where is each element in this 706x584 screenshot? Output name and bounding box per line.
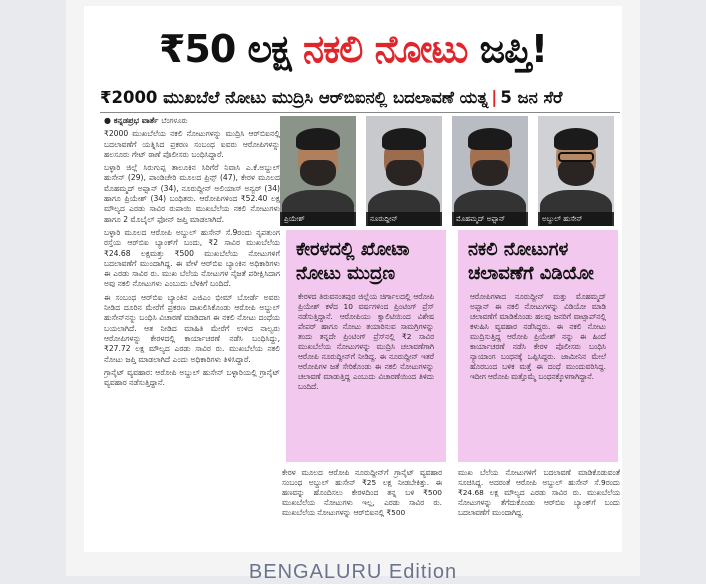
divider <box>100 112 620 113</box>
photo-caption: ನೂರುದ್ದೀನ್ <box>366 212 442 226</box>
edition-label: BENGALURU Edition <box>248 561 458 583</box>
byline-source: ಕನ್ನಡಪ್ರಭ ವಾರ್ತೆ <box>113 116 159 125</box>
photo-hair <box>296 128 340 150</box>
photo-caption: ಅಬ್ದುಲ್ ಹುಸೇನ್ <box>538 212 614 226</box>
accused-photos <box>280 116 620 228</box>
sidebar-box-video <box>458 230 618 462</box>
box-body: ಕೇರಳದ ತಿರುವನಂತಪುರ ಜಿಲ್ಲೆಯ ಚಿರ್ಗಾಲದಲ್ಲಿ ಆರೋಪಿ ಪ್ರಿಯೇಶ್ ಕಳೆದ 10 ವರ್ಷಗಳಿಂದ ಪ್ರಿಂಟಿಂಗ್ ಪ್ರೆಸ್ ನಡೆಸುತ್ತಿದ್ದಾನೆ. ಆರೋಪಿಯು ಕ್ವಾಲಿಟಿಯಿಂದ ವಿಶೇಷ ಪೇಪರ್ ಹಾಗೂ ನೋಟು ತಯಾರಿಸುವ ಸಾಮಗ್ರಿಗಳನ್ನು ತಂದು ತನ್ನದೇ ಪ್ರಿಂಟಿಂಗ್ ಪ್ರೆಸ್‌ನಲ್ಲಿ ₹2 ಸಾವಿರ ಮುಖಬೆಲೆಯ ನೋಟುಗಳನ್ನು ಮುದ್ರಿಸಿ ಚಲಾವಣೆಗಾಗಿ ಆರೋಪಿ ನೂರುದ್ದೀನ್‌ಗೆ ನೀಡಿದ್ದ. ಈ ನೂರುದ್ದೀನ್ ಇತರೆ ಆರೋಪಿಗಳ ಜತೆ ಸೇರಿಕೊಂಡು ಈ ನಕಲಿ ನೋಟುಗಳನ್ನು ಚಲಾವಣೆ ಮಾಡುತ್ತಿದ್ದ ಎಂಬುದು ವಿಚಾರಣೆಯಿಂದ ತಿಳಿದು ಬಂದಿದೆ. <box>298 292 434 391</box>
accused-photo <box>280 116 356 226</box>
paragraph: ಬಳ್ಳಾರಿ ಮೂಲದ ಆರೋಪಿ ಅಬ್ದುಲ್ ಹುಸೇನ್ ಸೆ.9ರಂದು ನೃಪತುಂಗ ರಸ್ತೆಯ ಆರ್‌ಬಿಐ ಬ್ಯಾಂಕ್‌ಗೆ ಬಂದು, ₹2 ಸಾವಿರ ಮುಖಬೆಲೆಯ ₹24.68 ಲಕ್ಷಮತ್ತು ₹500 ಮುಖಬೆಲೆಯ ನೋಟುಗಳಿಗೆ ಬದಲಾವಣೆಗೆ ಮುಂದಾಗಿದ್ದ. ಈ ವೇಳೆ ಆರ್‌ಬಿಐ ಬ್ಯಾಂಕಿನ ಅಧಿಕಾರಿಗಳು ಈ ಎರಡು ಸಾವಿರ ರು. ಮುಖ ಬೆಲೆಯ ನೋಟುಗಳ ನೈಜತೆ ಪರೀಕ್ಷಿಸಿದಾಗ ಅವು ನಕಲಿ ನೋಟುಗಳು ಎಂಬುದು ಬೆಳಕಿಗೆ ಬಂದಿದೆ. <box>104 227 280 289</box>
photo-hair <box>382 128 426 150</box>
box-title: ಕೇರಳದಲ್ಲಿ ಖೋಟಾ ನೋಟು ಮುದ್ರಣ <box>296 239 410 284</box>
photo-hair <box>468 128 512 150</box>
byline: ● ಕನ್ನಡಪ್ರಭ ವಾರ್ತೆ ಬೆಂಗಳೂರು <box>104 116 188 125</box>
photo-hair <box>554 128 598 150</box>
paragraph: ಈ ಸಂಬಂಧ ಆರ್‌ಬಿಐ ಬ್ಯಾಂಕಿನ ಎಜಿಎಂ ಭೀಮ್ ಬೋರ್ಡೆ ಅವರು ನೀಡಿದ ದೂರಿನ ಮೇರೆಗೆ ಪ್ರಕರಣ ದಾಖಲಿಸಿಕೊಂಡು ಆರೋಪಿ ಅಬ್ದುಲ್ ಹುಸೇನ್‌ನನ್ನು ಬಂಧಿಸಿ ವಿಚಾರಣೆ ಮಾಡಿದಾಗ ಈ ನಕಲಿ ನೋಟು ದಂಧೆಯ ಬಯಲಾಗಿದೆ. ಆತ ನೀಡಿದ ಮಾಹಿತಿ ಮೇರೆಗೆ ಉಳಿದ ನಾಲ್ವರು ಆರೋಪಿಗಳನ್ನು ಕೇರಳದಲ್ಲಿ ಕಾರ್ಯಾಚರಣೆ ನಡೆಸಿ ಬಂಧಿಸಿದ್ದು, ₹27.72 ಲಕ್ಷ ಮೌಲ್ಯದ ಎರಡು ಸಾವಿರ ರು. ಮುಖಬೆಲೆಯ ನಕಲಿ ನೋಟು ಜಪ್ತಿ ಮಾಡಲಾಗಿದೆ ಎಂದು ಅಧಿಕಾರಿಗಳು ತಿಳಿಸಿದ್ದಾರೆ. <box>104 292 280 364</box>
headline-fake-notes: ನಕಲಿ ನೋಟು <box>290 27 468 71</box>
sidebar-box-printing <box>286 230 446 462</box>
paragraph: ₹2000 ಮುಖಬೆಲೆಯ ನಕಲಿ ನೋಟುಗಳನ್ನು ಮುದ್ರಿಸಿ ಆರ್‌ಬಿಐನಲ್ಲಿ ಬದಲಾವಣೆಗೆ ಯತ್ನಿಸಿದ ಪ್ರಕರಣ ಸಂಬಂಧ ಐವರು ಆರೋಪಿಗಳನ್ನು ಹಲಸೂರು ಗೇಟ್ ಠಾಣೆ ಪೊಲೀಸರು ಬಂಧಿಸಿದ್ದಾರೆ. <box>104 129 280 159</box>
subheadline <box>100 86 620 110</box>
paragraph: ಗ್ರಾನೈಟ್ ವ್ಯವಹಾರ: ಆರೋಪಿ ಅಬ್ದುಲ್ ಹುಸೇನ್ ಬಳ್ಳಾರಿಯಲ್ಲಿ ಗ್ರಾನೈಟ್ ವ್ಯವಹಾರ ನಡೆಸುತ್ತಿದ್ದಾನೆ. <box>104 367 280 388</box>
box-body: ಆರೋಪಿಗಳಾದ ನೂರುದ್ದೀನ್ ಮತ್ತು ಮೊಹಮ್ಮದ್ ಅಫ್ಸಾನ್ ಈ ನಕಲಿ ನೋಟುಗಳನ್ನು ವಿಡಿಯೋ ಮಾಡಿ ಚಲಾವಣೆಗೆ ಮಾಡಿಕೊಂಡು ಹಲವು ಜನರಿಗೆ ವಾಟ್ಸಾಪ್‌ನಲ್ಲಿ ಕಳುಹಿಸಿ ವ್ಯವಹಾರ ನಡೆಸಿದ್ದರು. ಈ ನಕಲಿ ನೋಟು ಮುದ್ರಿಸುತ್ತಿದ್ದ ಆರೋಪಿ ಪ್ರಿಯೇಶ್ ನನ್ನು ಈ ಹಿಂದೆ ಕಾರ್ಯಾಚರಣೆ ನಡೆಸಿ ಕೇರಳ ಪೊಲೀಸರು ಬಂಧಿಸಿ ನ್ಯಾಯಾಂಗ ಬಂಧನಕ್ಕೆ ಒಪ್ಪಿಸಿದ್ದರು. ಜಾಮೀನಿನ ಮೇಲೆ ಹೊರಬಂದ ಬಳಿಕ ಮತ್ತೆ ಈ ದಂಧೆ ಮುಂದುವರಿಸಿದ್ದ. ಇದೀಗ ಆರೋಪಿ ಮತ್ತೊಮ್ಮೆ ಬಂಧನಕ್ಕೊಳಗಾಗಿದ್ದಾನೆ. <box>470 292 606 381</box>
photo-beard <box>472 160 508 186</box>
photo-beard <box>558 160 594 186</box>
article-bottom-left: ಕೇರಳ ಮೂಲದ ಆರೋಪಿ ನೂರುದ್ದೀನ್‌ಗೆ ಗ್ರಾನೈಟ್ ವ್ಯವಹಾರ ಸಂಬಂಧ ಅಬ್ದುಲ್ ಹುಸೇನ್ ₹25 ಲಕ್ಷ ನೀಡಬೇಕಿತ್ತು. ಈ ಹಣವನ್ನು ಹೊಂದಿಸಲು ಕೇರಳದಿಂದ ತನ್ನ ಬಳಿ ₹500 ಮುಖಬೆಲೆಯ ನೋಟುಗಳು ಇಲ್ಲ, ಎರಡು ಸಾವಿರ ರು. ಮುಖಬೆಲೆಯ ನೋಟುಗಳನ್ನು ಆರ್‌ಬಿಐನಲ್ಲಿ ₹500 <box>282 468 442 517</box>
accused-photo <box>538 116 614 226</box>
paragraph: ಬಳ್ಳಾರಿ ಜಿಲ್ಲೆ ಸಿರುಗುಪ್ಪ ತಾಲೂಕಿನ ಸಿರಿಗೆರೆ ನಿವಾಸಿ ಎ.ಕೆ.ಅಬ್ದುಲ್ ಹುಸೇನ್ (29), ಪಾಂಡಿಚೇರಿ ಮೂಲದ ಪ್ರಿನ್ಸ್ (47), ಕೇರಳ ಮೂಲದ ಮೊಹಮ್ಮದ್ ಅಫ್ಸಾನ್ (34), ನೂರುದ್ದೀನ್ ಅಲಿಯಾಸ್ ಅನ್ವರ್ (34) ಹಾಗೂ ಪ್ರಿಯೇಶ್ (34) ಬಂಧಿತರು. ಆರೋಪಿಗಳಿಂದ ₹52.40 ಲಕ್ಷ ಮೌಲ್ಯದ ಎರಡು ಸಾವಿರ ರುಪಾಯಿ ಮುಖಬೆಲೆಯ ನಕಲಿ ನೋಟುಗಳು ಹಾಗೂ 2 ಮೊಬೈಲ್ ಫೋನ್ ಜಪ್ತಿ ಮಾಡಲಾಗಿದೆ. <box>104 163 280 224</box>
photo-beard <box>300 160 336 186</box>
newspaper-clipping <box>84 6 622 552</box>
headline-seized: ಜಪ್ತಿ! <box>467 27 548 71</box>
byline-location: ಬೆಂಗಳೂರು <box>161 117 188 125</box>
photo-beard <box>386 160 422 186</box>
accused-photo <box>366 116 442 226</box>
headline <box>84 16 622 82</box>
headline-amount: ₹50 ಲಕ್ಷ <box>158 27 291 71</box>
article-bottom-right: ಮುಖ ಬೆಲೆಯ ನೋಟುಗಳಿಗೆ ಬದಲಾವಣೆ ಮಾಡಿಕೊಡುವಂತೆ ಸೂಚಿಸಿದ್ದ. ಅದರಂತೆ ಆರೋಪಿ ಅಬ್ದುಲ್ ಹುಸೇನ್ ಸೆ.9ರಂದು ₹24.68 ಲಕ್ಷ ಮೌಲ್ಯದ ಎರಡು ಸಾವಿರ ರು. ಮುಖಬೆಲೆಯ ನೋಟುಗಳನ್ನು ತೆಗೆದುಕೊಂಡು ಆರ್‌ಬಿಐ ಬ್ಯಾಂಕ್‌ಗೆ ಬಂದು ಬದಲಾವಣೆಗೆ ಮುಂದಾಗಿದ್ದ. <box>458 468 620 517</box>
subheadline-text: ₹2000 ಮುಖಬೆಲೆ ನೋಟು ಮುದ್ರಿಸಿ ಆರ್‌ಬಿಐನಲ್ಲಿ ಬದಲಾವಣೆ ಯತ್ನ <box>100 88 489 107</box>
accused-photo <box>452 116 528 226</box>
photo-caption: ಮೊಹಮ್ಮದ್ ಅಫ್ಸಾನ್ <box>452 212 528 226</box>
subheadline-separator: | <box>491 88 498 107</box>
subheadline-tail: 5 ಜನ ಸೆರೆ <box>500 88 563 107</box>
glasses-icon <box>558 152 594 162</box>
photo-caption: ಪ್ರಿಯೇಶ್ <box>280 212 356 226</box>
article-left-column <box>104 116 280 548</box>
box-title: ನಕಲಿ ನೋಟುಗಳ ಚಲಾವಣೆಗೆ ವಿಡಿಯೋ <box>468 239 594 284</box>
